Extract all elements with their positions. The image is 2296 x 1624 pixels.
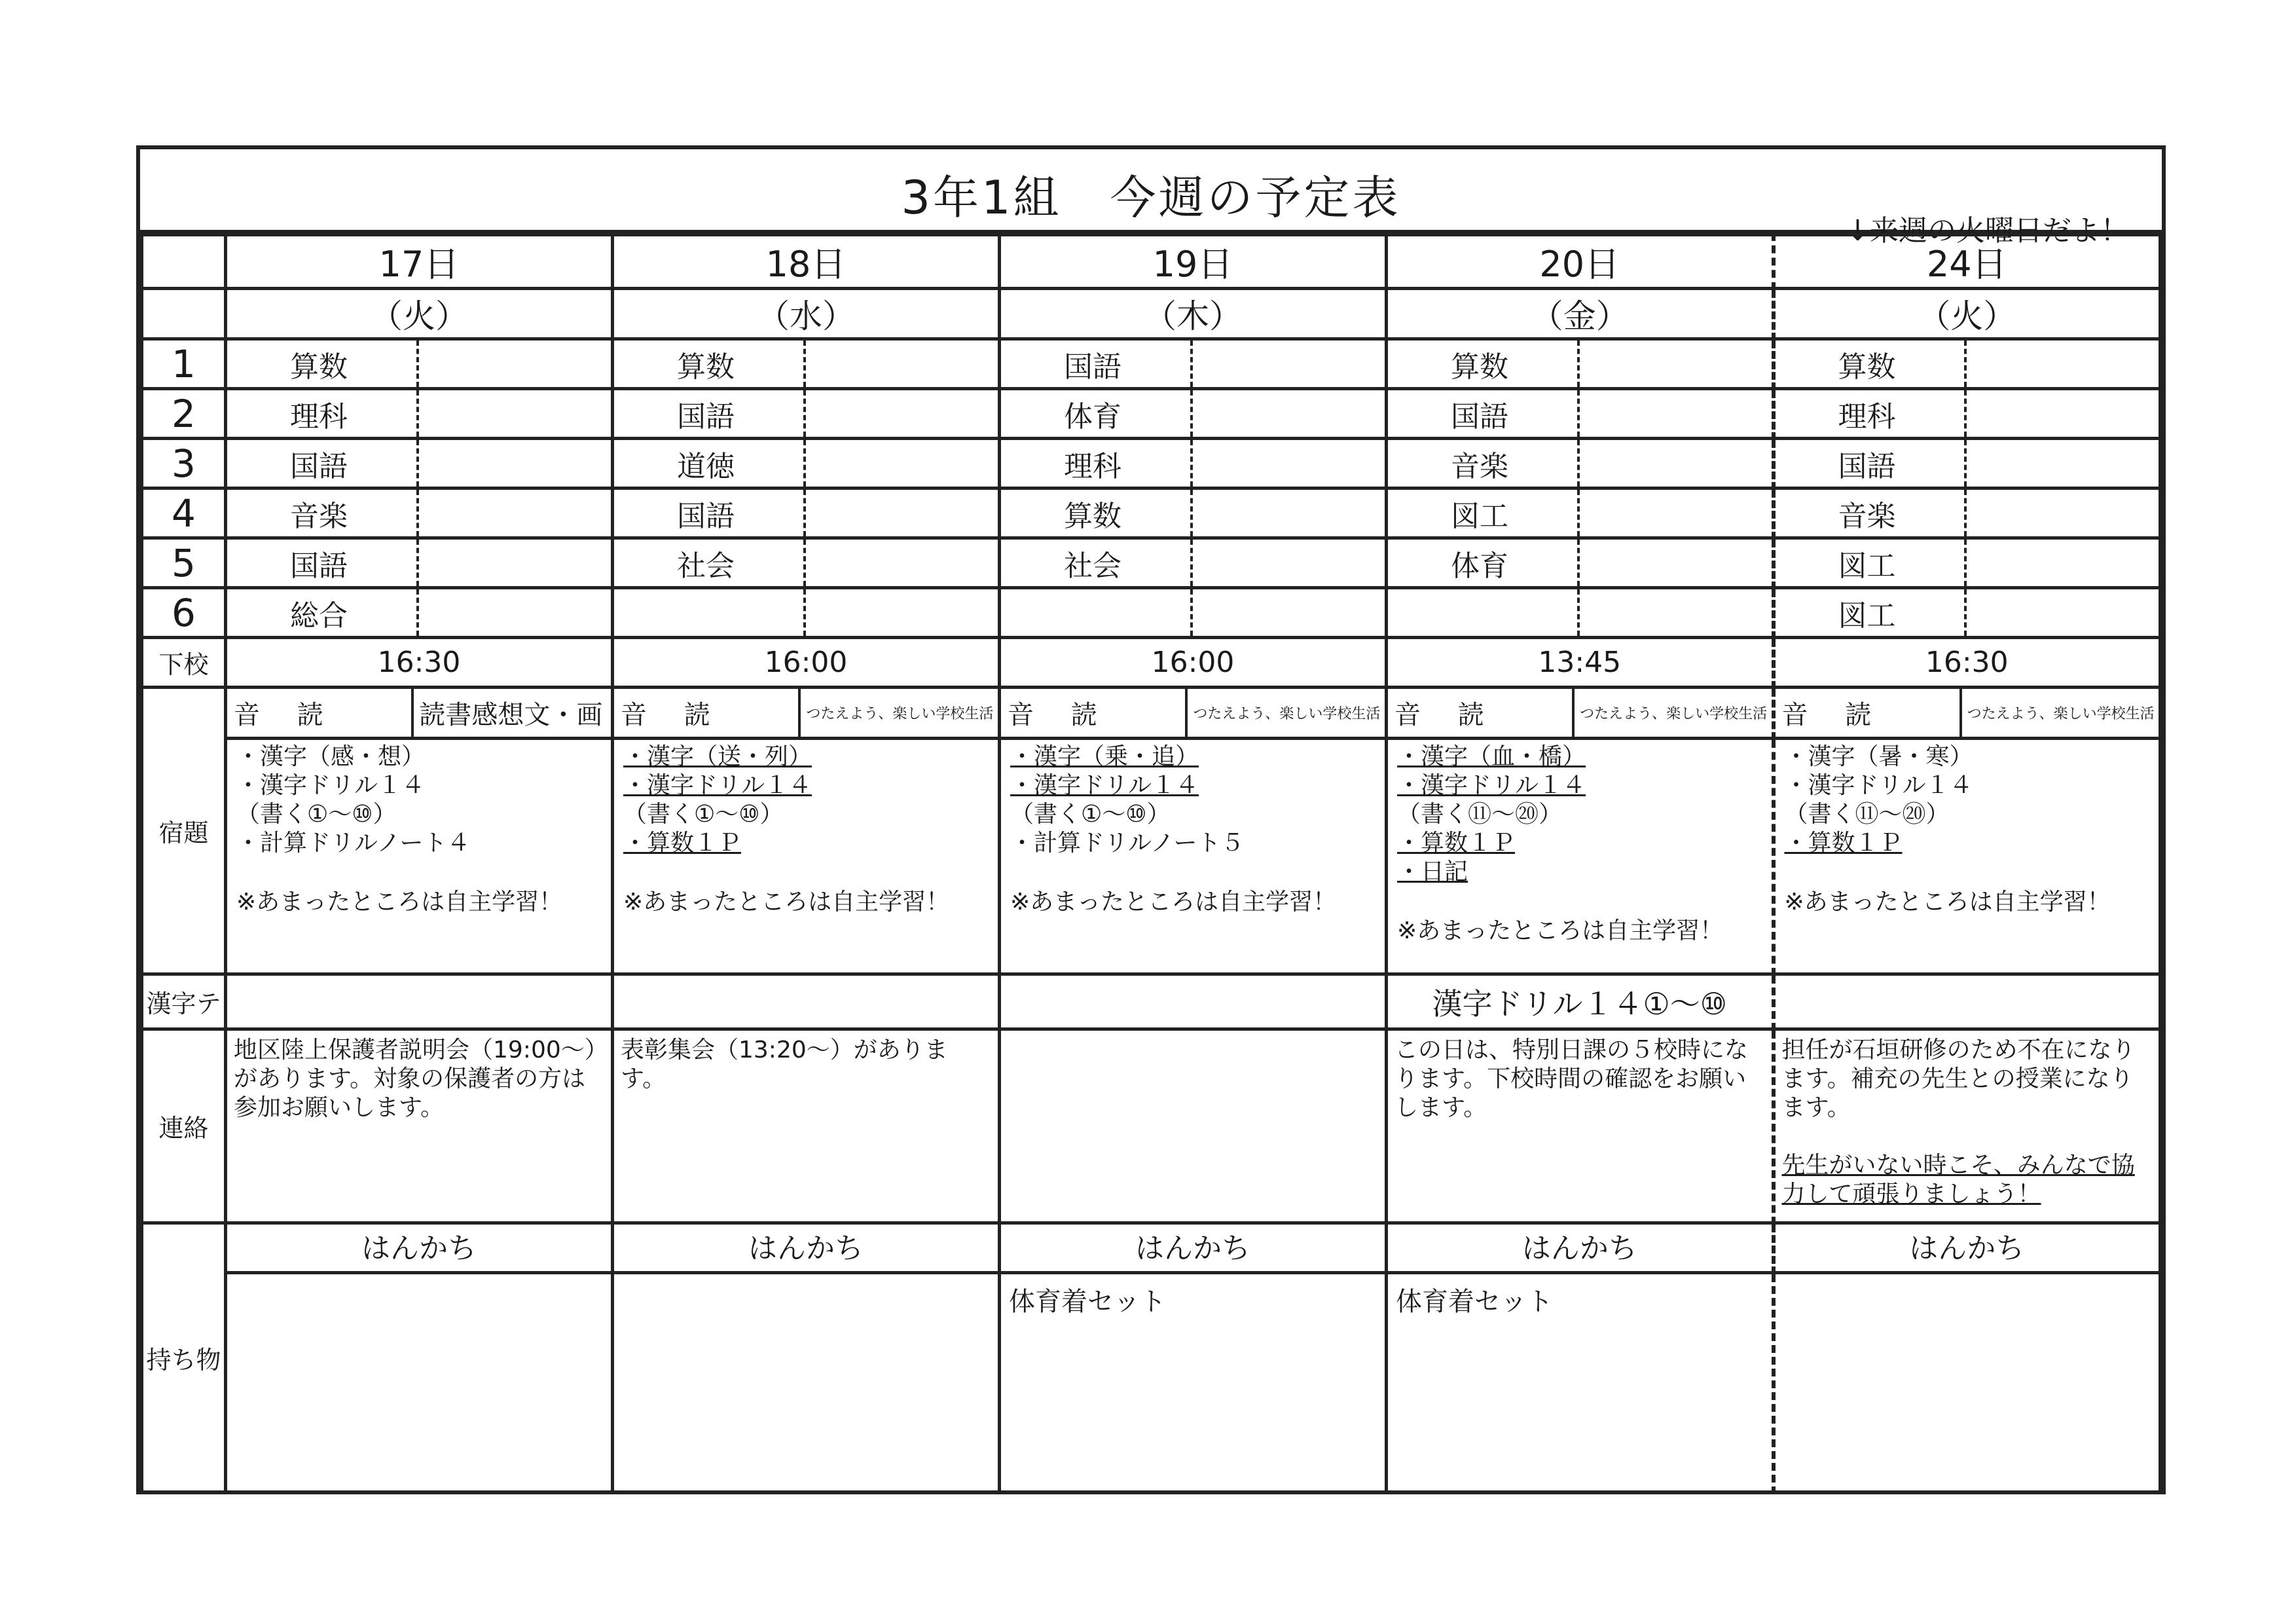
subject-cell: 国語 [227,440,419,487]
reading-label: 音 読 [1001,689,1188,737]
reading-row [142,688,2160,739]
homework-item: ・漢字（乗・追） [1010,743,1199,770]
contact-message [1776,1031,2159,1214]
belongings-top: はんかち [1387,1223,1774,1273]
dismissal-row [142,638,2160,688]
subject-cell: 音楽 [227,490,419,536]
day-date: 17日 [226,235,613,289]
subject-cell: 算数 [1776,341,1967,387]
kanji-test-cell [226,974,613,1029]
subject-cell: 道徳 [614,440,806,487]
homework-item: ・計算ドリルノート４ [236,830,471,857]
belongings-top: はんかち [613,1223,1000,1273]
belongings-top-row [142,1223,2160,1273]
homework-item: （書く①～⑩） [1010,801,1171,828]
kanji-test-cell [1000,974,1387,1029]
reading-book: つたえよう、楽しい学校生活 [806,706,994,722]
homework-item: （書く①～⑩） [236,801,397,828]
page-title: 3年1組 今週の予定表 [901,171,1401,225]
homework-item: ・漢字ドリル１４ [1010,772,1199,799]
period-row [142,489,2160,538]
dismissal-time: 16:00 [613,638,1000,688]
subject-cell: 社会 [1001,540,1193,586]
day-date: 19日 [1000,235,1387,289]
subject-cell: 図工 [1776,540,1967,586]
belongings-top: はんかち [1000,1223,1387,1273]
subject-cell: 図工 [1388,490,1580,536]
contact-row [142,1029,2160,1223]
homework-item: ・漢字（暑・寒） [1784,743,1973,770]
homework-list [1001,740,1385,919]
belongings-row [142,1273,2160,1493]
subject-cell [1388,589,1580,636]
period-number: 5 [142,538,226,588]
period-row [142,339,2160,389]
reading-label: 音 読 [227,689,414,737]
subject-cell: 算数 [1388,341,1580,387]
period-number: 4 [142,489,226,538]
period-number: 6 [142,588,226,638]
subject-cell: 理科 [1776,390,1967,437]
corner-cell [142,289,226,339]
homework-item: ・算数１Ｐ [1397,830,1516,857]
homework-item: ・漢字（血・橋） [1397,743,1586,770]
day-weekday: （木） [1000,289,1387,339]
contact-label: 連絡 [142,1029,226,1223]
schedule-sheet [136,145,2166,1494]
subject-cell: 国語 [1001,341,1193,387]
weekday-row [142,289,2160,339]
kanji-test-cell [1774,974,2160,1029]
kanji-test-row [142,974,2160,1029]
reading-book: つたえよう、楽しい学校生活 [1580,706,1768,722]
subject-cell: 国語 [1776,440,1967,487]
period-row [142,538,2160,588]
homework-item: ・漢字ドリル１４ [236,772,426,799]
homework-item: ・漢字ドリル１４ [1784,772,1973,799]
contact-extra: 先生がいない時こそ、みんなで協力して頑張りましょう！ [1781,1152,2135,1208]
dismissal-time: 16:30 [1774,638,2160,688]
homework-item: （書く①～⑩） [623,801,784,828]
homework-label: 宿題 [142,688,226,974]
period-row [142,439,2160,489]
schedule-table [140,233,2162,1494]
homework-list [227,740,611,919]
title-row [140,149,2162,248]
day-date: 20日 [1387,235,1774,289]
subject-cell: 図工 [1776,589,1967,636]
subject-cell: 体育 [1001,390,1193,437]
homework-item: ・漢字ドリル１４ [1397,772,1586,799]
homework-row [142,739,2160,974]
homework-item: ・日記 [1397,858,1468,885]
homework-item: ・漢字（送・列） [623,743,812,770]
reading-book: 読書感想文・画 [419,700,603,730]
reading-label: 音 読 [614,689,801,737]
reading-book: つたえよう、楽しい学校生活 [1967,706,2155,722]
homework-note: ※あまったところは自主学習！ [1397,917,1724,944]
belongings-label: 持ち物 [142,1223,226,1493]
contact-message [1001,1031,1385,1041]
subject-cell: 総合 [227,589,419,636]
kanji-test-label: 漢字テ [142,974,226,1029]
dismissal-time: 16:00 [1000,638,1387,688]
day-weekday: （火） [1774,289,2160,339]
next-week-note: ↓来週の火曜日だよ！ [1846,214,2129,248]
belongings-cell: 体育着セット [1396,1287,1553,1317]
corner-cell [142,235,226,289]
homework-note: ※あまったところは自主学習！ [1784,889,2111,915]
homework-item: ・算数１Ｐ [623,830,742,857]
period-row [142,389,2160,439]
subject-cell: 体育 [1388,540,1580,586]
kanji-test-cell: 漢字ドリル１４①～⑩ [1387,974,1774,1029]
belongings-cell [227,1274,611,1287]
day-date: 18日 [613,235,1000,289]
dismissal-time: 16:30 [226,638,613,688]
belongings-cell [1776,1274,2159,1287]
subject-cell: 算数 [614,341,806,387]
subject-cell [1001,589,1193,636]
subject-cell: 国語 [1388,390,1580,437]
homework-item: ・漢字（感・想） [236,743,426,770]
day-weekday: （金） [1387,289,1774,339]
homework-item: ・漢字ドリル１４ [623,772,812,799]
dismissal-time: 13:45 [1387,638,1774,688]
homework-note: ※あまったところは自主学習！ [1010,889,1337,915]
subject-cell: 算数 [1001,490,1193,536]
homework-list [1776,740,2159,919]
reading-book: つたえよう、楽しい学校生活 [1193,706,1381,722]
homework-note: ※あまったところは自主学習！ [236,889,563,915]
reading-label: 音 読 [1776,689,1962,737]
subject-cell: 国語 [614,390,806,437]
subject-cell: 理科 [227,390,419,437]
subject-cell: 理科 [1001,440,1193,487]
contact-message: この日は、特別日課の５校時になります。下校時間の確認をお願いします。 [1394,1037,1749,1121]
subject-cell: 国語 [227,540,419,586]
reading-label: 音 読 [1388,689,1575,737]
day-weekday: （火） [226,289,613,339]
subject-cell: 算数 [227,341,419,387]
homework-item: ・算数１Ｐ [1784,830,1903,857]
day-weekday: （水） [613,289,1000,339]
subject-cell: 音楽 [1388,440,1580,487]
contact-text: 担任が石垣研修のため不在になります。補充の先生との授業になります。 [1781,1037,2136,1121]
date-row [142,235,2160,289]
homework-item: （書く⑪～⑳） [1397,801,1563,828]
kanji-test-cell [613,974,1000,1029]
homework-item: （書く⑪～⑳） [1784,801,1950,828]
contact-message: 表彰集会（13:20～）があります。 [621,1037,948,1092]
period-number: 1 [142,339,226,389]
homework-note: ※あまったところは自主学習！ [623,889,950,915]
contact-message: 地区陸上保護者説明会（19:00～）があります。対象の保護者の方は参加お願いします。 [234,1037,596,1121]
subject-cell: 国語 [614,490,806,536]
belongings-top: はんかち [1774,1223,2160,1273]
belongings-top: はんかち [226,1223,613,1273]
period-row [142,588,2160,638]
subject-cell: 音楽 [1776,490,1967,536]
belongings-cell: 体育着セット [1009,1287,1166,1317]
belongings-cell [614,1274,998,1287]
subject-cell: 社会 [614,540,806,586]
homework-list [1388,740,1772,948]
period-number: 3 [142,439,226,489]
subject-cell [614,589,806,636]
homework-item: ・計算ドリルノート５ [1010,830,1245,857]
day-date: 24日 [1774,235,2160,289]
period-number: 2 [142,389,226,439]
dismissal-label: 下校 [142,638,226,688]
homework-list [614,740,998,919]
